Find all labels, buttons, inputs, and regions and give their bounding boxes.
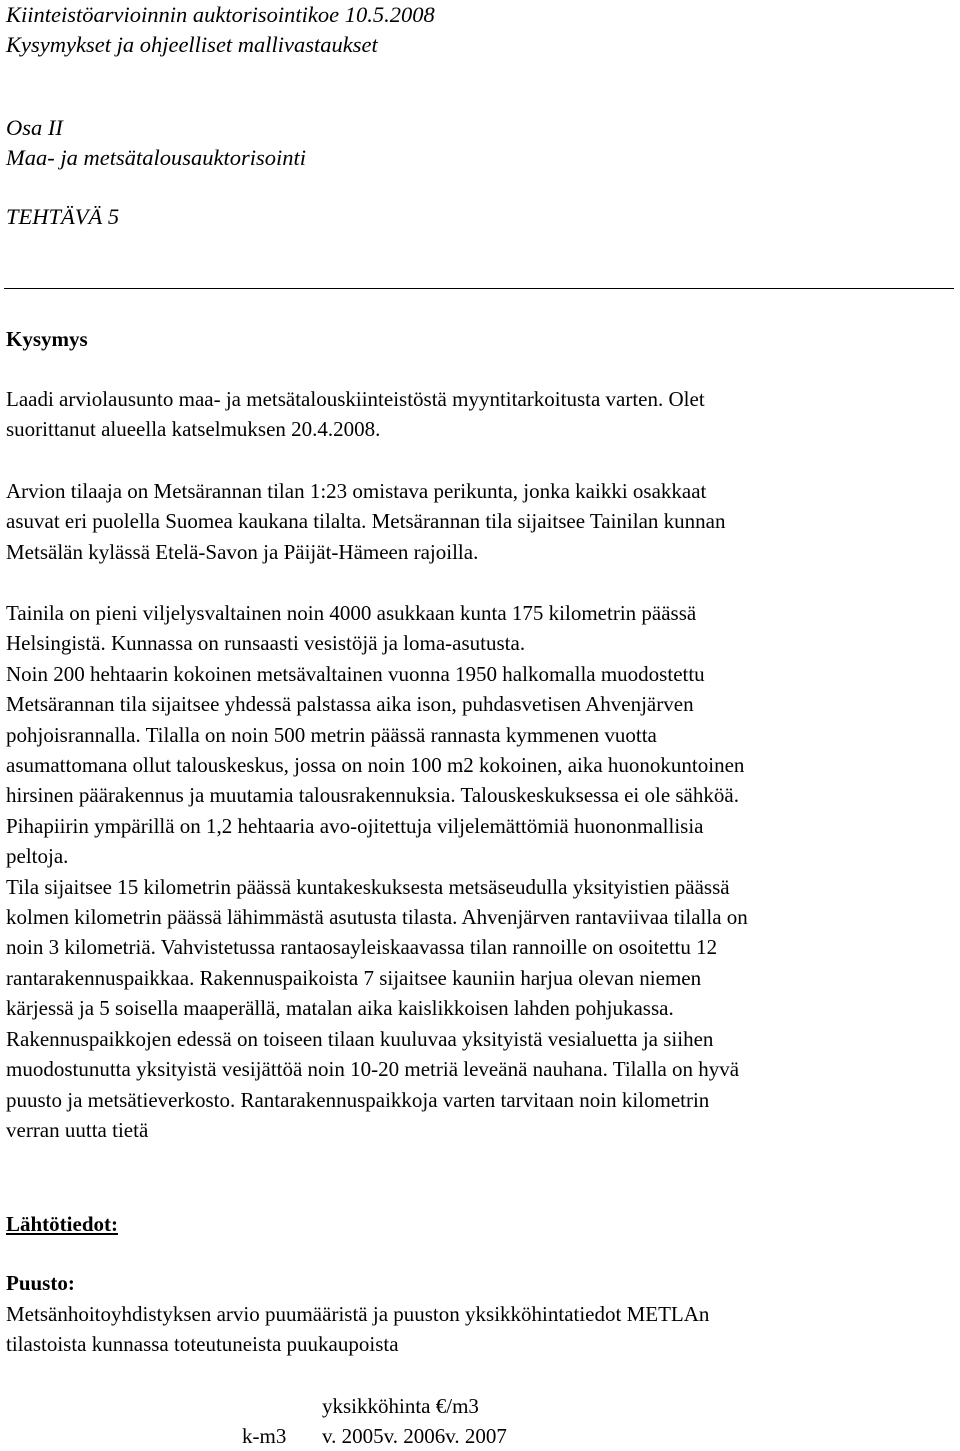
paragraph-line: kärjessä ja 5 soisella maaperällä, matalan aika kaislikkoisen lahden pohjukassa. — [6, 996, 674, 1021]
paragraph-line: Arvion tilaaja on Metsärannan tilan 1:23 omistava perikunta, jonka kaikki osakkaat — [6, 479, 707, 503]
document-header — [6, 0, 435, 59]
paragraph-line: Metsänhoitoyhdistyksen arvio puumääristä ja puuston yksikköhintatiedot METLAn — [6, 1302, 710, 1326]
paragraph-line: pohjoisrannalla. Tilalla on noin 500 metrin päässä rannasta kymmenen vuotta — [6, 722, 657, 747]
question-heading: Kysymys — [6, 327, 88, 351]
table-header-unit-price: yksikköhinta €/m3 — [322, 1394, 479, 1418]
question-paragraph-1 — [6, 384, 705, 445]
section-divider — [4, 288, 954, 289]
paragraph-line: tilastoista kunnassa toteutuneista puukaupoista — [6, 1332, 399, 1357]
paragraph-line: puusto ja metsätieverkosto. Rantarakennuspaikkoja varten tarvitaan noin kilometrin — [6, 1087, 710, 1112]
paragraph-line: Noin 200 hehtaarin kokoinen metsävaltainen vuonna 1950 halkomalla muodostettu — [6, 661, 705, 686]
table-year-columns: v. 2005v. 2006v. 2007 — [322, 1424, 507, 1448]
paragraph-line: asuvat eri puolella Suomea kaukana tilalta. Metsärannan tila sijaitsee Tainilan kunnan — [6, 509, 726, 534]
paragraph-line: noin 3 kilometriä. Vahvistetussa rantaosayleiskaavassa tilan rannoille on osoitettu 12 — [6, 935, 718, 960]
paragraph-line: kolmen kilometrin päässä lähimmästä asutusta tilasta. Ahvenjärven rantaviivaa tilalla on — [6, 905, 748, 930]
paragraph-line: rantarakennuspaikkaa. Rakennuspaikoista 7 sijaitsee kauniin harjua olevan niemen — [6, 965, 702, 990]
paragraph-line: Metsärannan tila sijaitsee yhdessä palstassa aika ison, puhdasvetisen Ahvenjärven — [6, 692, 694, 717]
section-title: Maa- ja metsätalousauktorisointi — [6, 144, 306, 170]
header-line-1: Kiinteistöarvioinnin auktorisointikoe 10.5.2008 — [6, 2, 435, 27]
paragraph-line: Metsälän kylässä Etelä-Savon ja Päijät-Hämeen rajoilla. — [6, 539, 479, 564]
task-number: TEHTÄVÄ 5 — [6, 204, 120, 229]
source-data-heading: Lähtötiedot: — [6, 1212, 118, 1236]
paragraph-line: verran uutta tietä — [6, 1117, 149, 1142]
paragraph-line: Laadi arviolausunto maa- ja metsätalouskiinteistöstä myyntitarkoitusta varten. Olet — [6, 387, 705, 411]
paragraph-line: suorittanut alueella katselmuksen 20.4.2008. — [6, 417, 381, 442]
paragraph-line: Helsingistä. Kunnassa on runsaasti vesistöjä ja loma-asutusta. — [6, 631, 526, 656]
table-row-label: k-m3 — [242, 1424, 287, 1448]
question-paragraph-3 — [6, 598, 748, 1145]
paragraph-line: peltoja. — [6, 844, 69, 869]
section-title-block — [6, 113, 306, 172]
paragraph-line: Rakennuspaikkojen edessä on toiseen tilaan kuuluvaa yksityistä vesialuetta ja siihen — [6, 1026, 714, 1051]
paragraph-line: muodostunutta yksityistä vesijättöä noin 10-20 metriä leveänä nauhana. Tilalla on hyvä — [6, 1057, 740, 1082]
paragraph-line: Pihapiirin ympärillä on 1,2 hehtaaria avo-ojitettuja viljelemättömiä huononmallisia — [6, 813, 704, 838]
timber-text — [6, 1299, 709, 1360]
paragraph-line: Tainila on pieni viljelysvaltainen noin 4000 asukkaan kunta 175 kilometrin päässä — [6, 601, 697, 625]
section-part: Osa II — [6, 115, 63, 140]
paragraph-line: Tila sijaitsee 15 kilometrin päässä kuntakeskuksesta metsäseudulla yksityistien päässä — [6, 874, 730, 899]
paragraph-line: hirsinen päärakennus ja muutamia talousrakennuksia. Talouskeskuksessa ei ole sähköä. — [6, 783, 739, 808]
header-line-2: Kysymykset ja ohjeelliset mallivastaukset — [6, 31, 378, 57]
question-paragraph-2 — [6, 476, 726, 567]
paragraph-line: asumattomana ollut talouskeskus, jossa on noin 100 m2 kokoinen, aika huonokuntoinen — [6, 753, 745, 778]
timber-heading: Puusto: — [6, 1271, 75, 1295]
